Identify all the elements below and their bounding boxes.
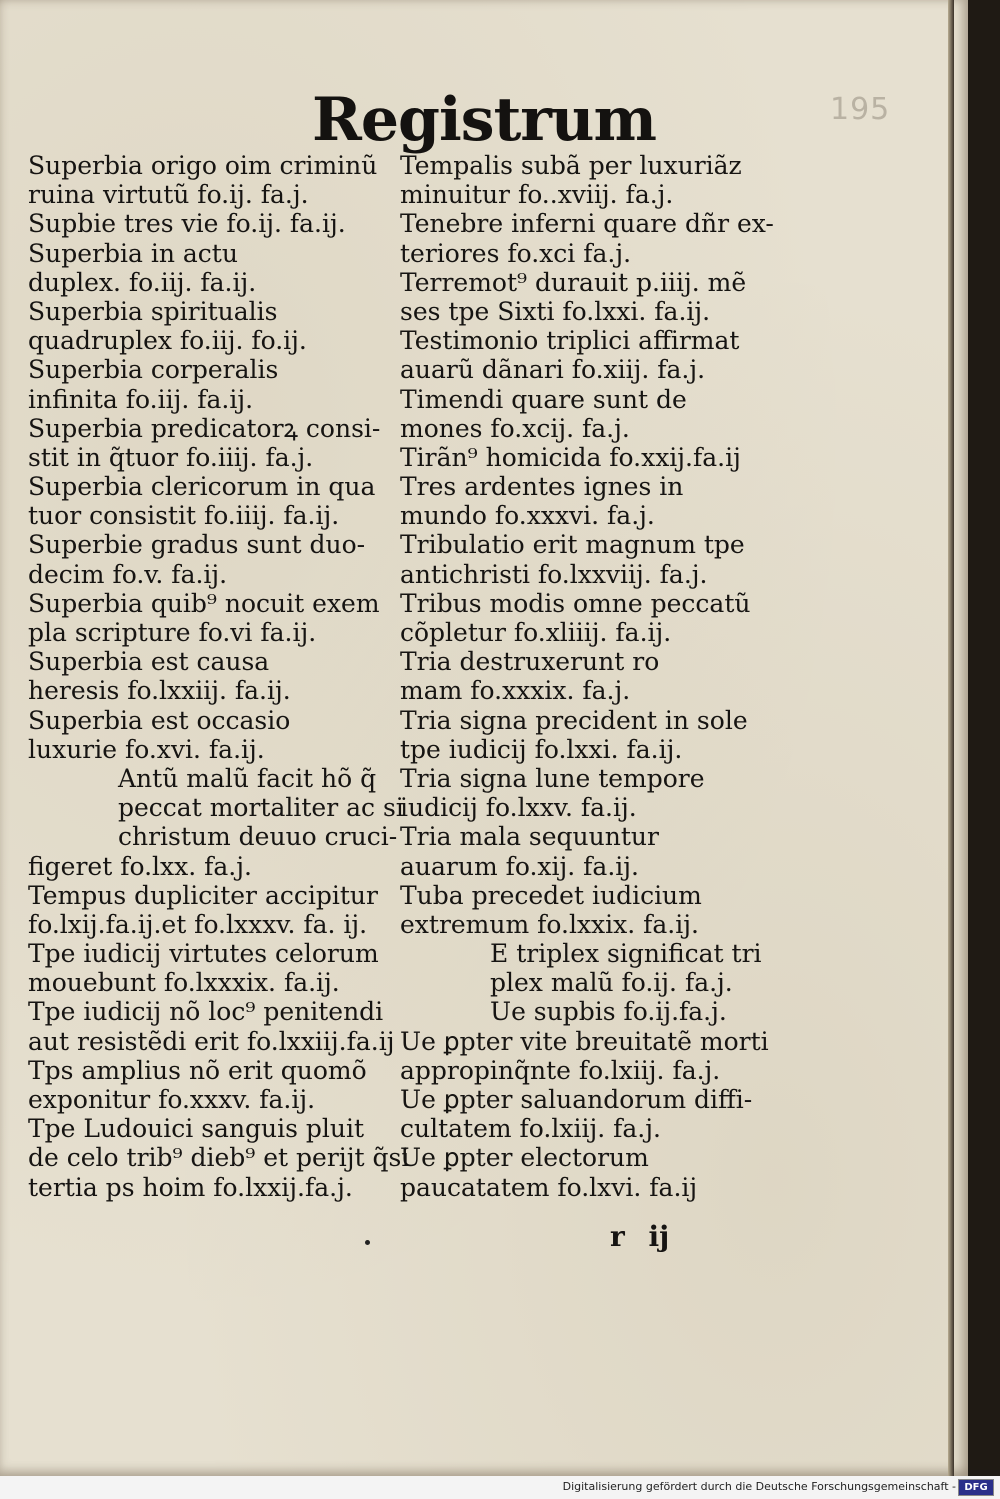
register-line: quadruplex fo.iij. fo.ij. [28, 326, 307, 356]
register-line: extremum fo.lxxix. fa.ij. [400, 909, 699, 939]
register-line: E triplex significat tri [490, 939, 762, 969]
register-line: Superbia spiritualis [28, 296, 278, 326]
register-line: Tenebre inferni quare dñr ex- [400, 209, 774, 239]
register-line: antichristi fo.lxxviij. fa.j. [400, 559, 708, 589]
register-line: tuor consistit fo.iiij. fa.ij. [28, 501, 340, 531]
footer-bar [0, 1476, 1000, 1499]
register-line: Superbia predicatorꝝ consi- [28, 413, 381, 443]
register-line: Tribus modis omne peccatũ [400, 588, 751, 618]
register-line: Tribulatio erit magnum tpe [400, 530, 745, 560]
register-line: Superbia est causa [28, 647, 270, 677]
folio-number: 195 [830, 92, 891, 127]
register-line: fo.lxij.fa.ij.et fo.lxxxv. fa. ij. [28, 909, 368, 939]
register-line: teriores fo.xci fa.j. [400, 238, 632, 268]
register-line: Superbia clericorum in qua [28, 472, 376, 502]
register-line: appropinq̃nte fo.lxiij. fa.j. [400, 1055, 721, 1085]
register-line: mones fo.xcij. fa.j. [400, 413, 630, 443]
dfg-logo[interactable]: DFG [958, 1479, 994, 1496]
register-line: Tria signa lune tempore [400, 763, 705, 793]
footer-credit: Digitalisierung gefördert durch die Deutsche Forschungsgemeinschaft - [562, 1480, 956, 1493]
register-line: Superbia est occasio [28, 705, 291, 735]
register-line: Ue supbis fo.ij.fa.j. [490, 997, 727, 1027]
register-line: tpe iudicij fo.lxxi. fa.ij. [400, 734, 683, 764]
register-line: cultatem fo.lxiij. fa.j. [400, 1114, 661, 1144]
register-line: paucatatem fo.lxvi. fa.ij [400, 1172, 698, 1202]
register-line: Tps amplius nõ erit quomõ [28, 1055, 367, 1085]
register-line: Superbia in actu [28, 238, 238, 268]
register-line: Ue ꝑpter saluandorum diffi- [400, 1085, 753, 1114]
register-line: heresis fo.lxxiij. fa.ij. [28, 676, 291, 706]
register-line: de celo trib⁹ dieb⁹ et perijt q̃si [28, 1143, 410, 1173]
register-line: Antũ malũ facit hõ q̃ [118, 763, 377, 793]
register-line: cõpletur fo.xliiij. fa.ij. [400, 618, 672, 647]
register-line: tertia ps hoim fo.lxxij.fa.j. [28, 1172, 353, 1202]
register-line: Timendi quare sunt de [400, 384, 687, 414]
right-column [400, 151, 774, 1202]
register-line: Testimonio triplici affirmat [400, 326, 740, 356]
register-line: Superbia origo oim criminũ [28, 151, 378, 180]
signature-mark: r ij [610, 1220, 670, 1253]
register-line: Terremot⁹ durauit p.iiij. mẽ [400, 267, 747, 297]
register-line: decim fo.v. fa.ij. [28, 559, 228, 589]
register-line: Superbie gradus sunt duo- [28, 530, 366, 560]
page-title: Registrum [312, 85, 656, 155]
register-line: christum deuuo cruci- [118, 822, 398, 852]
register-line: mam fo.xxxix. fa.j. [400, 676, 631, 706]
register-line: aut resistẽdi erit fo.lxxiij.fa.ij [28, 1026, 395, 1056]
register-line: Tirãn⁹ homicida fo.xxij.fa.ij [400, 442, 741, 472]
register-line: peccat mortaliter ac si [118, 793, 404, 823]
register-line: Tria signa precident in sole [400, 705, 748, 735]
register-line: mouebunt fo.lxxxix. fa.ij. [28, 968, 340, 998]
register-line: iudicij fo.lxxv. fa.ij. [400, 793, 637, 823]
register-line: figeret fo.lxx. fa.j. [28, 851, 252, 881]
register-line: Tempalis subã per luxuriãz [400, 151, 742, 180]
register-line: Tuba precedet iudicium [400, 880, 702, 910]
printer-dot [365, 1240, 370, 1245]
register-line: Ue ꝑpter vite breuitatẽ morti [400, 1026, 769, 1056]
register-line: plex malũ fo.ij. fa.j. [490, 968, 733, 998]
register-line: pla scripture fo.vi fa.ij. [28, 618, 317, 647]
register-line: Superbia quib⁹ nocuit exem [28, 588, 380, 618]
register-line: Tria mala sequuntur [400, 822, 659, 852]
page-edge [948, 0, 954, 1476]
register-line: auarum fo.xij. fa.ij. [400, 851, 639, 881]
left-column [28, 151, 410, 1202]
register-line: stit in q̃tuor fo.iiij. fa.j. [28, 442, 314, 472]
register-line: duplex. fo.iij. fa.ij. [28, 267, 257, 297]
register-line: infinita fo.iij. fa.ij. [28, 384, 254, 414]
register-line: Tpe iudicij nõ loc⁹ penitendi [28, 997, 384, 1027]
register-line: Tpe iudicij virtutes celorum [28, 939, 379, 969]
register-line: Superbia corperalis [28, 355, 279, 385]
register-line: Ue ꝑpter electorum [400, 1143, 649, 1173]
register-line: mundo fo.xxxvi. fa.j. [400, 501, 655, 531]
register-line: exponitur fo.xxxv. fa.ij. [28, 1085, 316, 1114]
register-line: auarũ dãnari fo.xiij. fa.j. [400, 355, 706, 385]
register-line: ses tpe Sixti fo.lxxi. fa.ij. [400, 296, 711, 326]
register-line: Tres ardentes ignes in [400, 472, 684, 502]
register-line: luxurie fo.xvi. fa.ij. [28, 734, 265, 764]
register-line: minuitur fo..xviij. fa.j. [400, 180, 674, 210]
register-line: ruina virtutũ fo.ij. fa.j. [28, 180, 309, 210]
register-line: Supbie tres vie fo.ij. fa.ij. [28, 209, 346, 239]
register-line: Tempus dupliciter accipitur [28, 880, 378, 910]
register-line: Tpe Ludouici sanguis pluit [28, 1114, 365, 1144]
register-line: Tria destruxerunt ro [400, 647, 660, 677]
